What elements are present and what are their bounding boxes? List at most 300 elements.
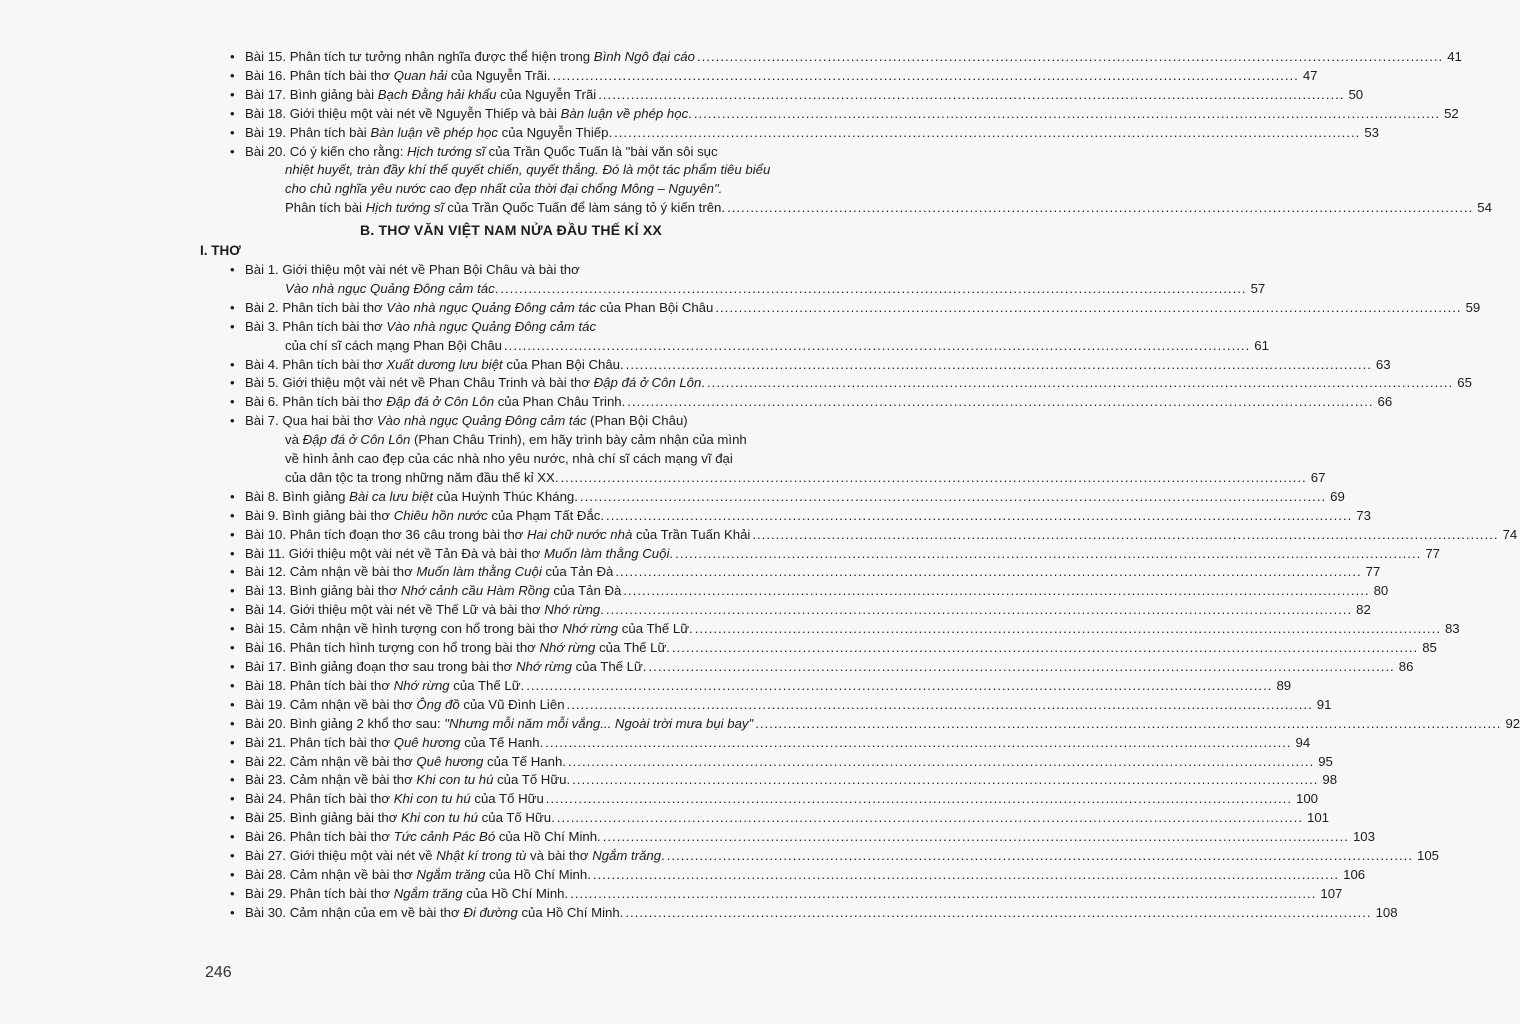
toc-entry-text: [245, 904, 623, 923]
page-ref: 69: [1330, 488, 1345, 504]
dot-leader: [570, 885, 1316, 904]
text-segment: của Tố Hữu.: [493, 772, 571, 788]
toc-entry-text: [245, 67, 551, 86]
text-segment: .: [688, 105, 692, 121]
toc-entry-line: [245, 412, 1325, 431]
lesson-number: Bài 15.: [245, 49, 290, 64]
toc-entry-body: [245, 753, 1333, 772]
toc-entry-text: [245, 582, 621, 601]
text-segment: .: [600, 602, 604, 618]
work-title: Hai chữ nước nhà: [526, 526, 633, 542]
toc-entry-text: [245, 124, 612, 143]
toc-entry-line: [245, 620, 1460, 639]
lesson-number: Bài 12.: [245, 564, 290, 580]
toc-entry-text: [245, 280, 498, 299]
toc-entry-text: [245, 677, 524, 696]
page-ref: 100: [1296, 791, 1319, 807]
bullet-icon: •: [230, 904, 235, 920]
dot-leader: [504, 337, 1250, 356]
text-segment: Phân tích bài thơ: [289, 677, 394, 693]
toc-entry-line: [245, 526, 1517, 545]
toc-entry: [200, 639, 1437, 658]
toc-entry-line: [245, 715, 1520, 734]
toc-entry-body: [245, 86, 1363, 105]
toc-entry: [200, 105, 1459, 124]
toc-entry-line: [245, 337, 1269, 356]
toc-entry-text: [245, 356, 624, 375]
dot-leader: [546, 790, 1292, 809]
toc-entry-line: [245, 658, 1413, 677]
dot-leader: [572, 771, 1318, 790]
bullet-icon: •: [230, 810, 235, 826]
work-title: Bàn luận về phép học: [370, 124, 498, 140]
toc-entry-line: [245, 828, 1375, 847]
text-segment: Bình giảng đoạn thơ sau trong bài thơ: [289, 659, 516, 674]
work-title: Đi đường: [463, 904, 518, 920]
text-segment: Cảm nhận về bài thơ: [289, 696, 417, 712]
toc-entry: [200, 393, 1393, 412]
toc-entry-text: [245, 828, 601, 847]
bullet-icon: •: [230, 734, 235, 750]
toc-entry-line: [245, 753, 1333, 772]
dot-leader: [580, 488, 1326, 507]
toc-entry-line: [245, 161, 1492, 180]
page-ref: 89: [1276, 677, 1292, 693]
work-title: Đập đá ở Côn Lôn: [593, 375, 702, 391]
text-segment: của Tản Đà: [541, 564, 614, 580]
page-ref: 94: [1295, 734, 1311, 750]
toc-entry-body: [245, 374, 1472, 393]
toc-entry: [200, 545, 1440, 564]
text-segment: Phân tích bài: [285, 200, 366, 216]
text-segment: Phân tích bài thơ: [289, 734, 394, 750]
page-ref: 73: [1356, 507, 1371, 523]
toc-entry-body: [245, 67, 1318, 86]
toc-entry-body: [245, 582, 1388, 601]
toc-entry: [200, 658, 1414, 677]
dot-leader: [697, 48, 1443, 67]
text-segment: của Tố Hữu: [470, 791, 544, 807]
toc-entry-text: [245, 715, 753, 734]
bullet-icon: •: [230, 507, 235, 523]
work-title: Tức cảnh Pác Bó: [393, 829, 496, 845]
toc-entry-text: [245, 412, 688, 431]
bullet-icon: •: [230, 866, 235, 882]
bullet-icon: •: [230, 261, 235, 277]
text-segment: của Nguyễn Thiếp.: [497, 124, 613, 140]
bullet-icon: •: [230, 318, 235, 334]
work-title: cho chủ nghĩa yêu nước cao đẹp nhất của thời đại chống Mông – Nguyên".: [285, 181, 723, 197]
lesson-number: Bài 13.: [245, 583, 290, 599]
bullet-icon: •: [230, 848, 235, 864]
toc-entry-line: [245, 431, 1325, 450]
lesson-number: Bài 16.: [245, 67, 290, 83]
toc-entry-line: [245, 105, 1459, 124]
toc-entry-line: [245, 393, 1392, 412]
text-segment: Giới thiệu một vài nét về Tản Đà và bài thơ: [288, 545, 545, 561]
toc-entry-line: [245, 280, 1265, 299]
text-segment: Bình giảng bài: [289, 86, 378, 102]
page-ref: 98: [1322, 772, 1338, 788]
text-segment: .: [701, 375, 705, 391]
bullet-icon: •: [230, 621, 235, 637]
lesson-number: Bài 27.: [245, 848, 290, 864]
toc-entry: [200, 356, 1391, 375]
text-segment: Phân tích bài thơ: [282, 356, 387, 372]
work-title: Khi con tu hú: [393, 791, 471, 807]
toc-entry: [200, 885, 1343, 904]
toc-entry-line: [245, 696, 1331, 715]
toc-entry-text: [245, 563, 613, 582]
toc-entry: [200, 828, 1375, 847]
toc-entry-text: [245, 545, 673, 564]
lesson-number: Bài 17.: [245, 659, 290, 674]
toc-entry-text: [245, 488, 578, 507]
toc-entry-body: [245, 677, 1291, 696]
lesson-number: Bài 6.: [245, 394, 283, 410]
page-ref: 57: [1250, 280, 1266, 296]
page-ref: 61: [1254, 337, 1269, 353]
lesson-number: Bài 17.: [245, 86, 290, 102]
lesson-number: Bài 10.: [245, 526, 290, 542]
text-segment: Giới thiệu một vài nét về Thế Lữ và bài thơ: [289, 602, 545, 618]
bullet-icon: •: [230, 124, 235, 140]
page-ref: 77: [1425, 545, 1440, 561]
dot-leader: [695, 620, 1441, 639]
text-segment: của Vũ Đình Liên: [459, 696, 565, 712]
text-segment: Cảm nhận về hình tượng con hổ trong bài thơ: [289, 621, 563, 637]
work-title: Vào nhà ngục Quảng Đông cảm tác: [285, 280, 495, 296]
dot-leader: [672, 639, 1418, 658]
toc-entry-text: [245, 639, 670, 658]
dot-leader: [615, 563, 1361, 582]
text-segment: về hình ảnh cao đẹp của các nhà nho yêu nước, nhà chí sĩ cách mạng vĩ đại: [285, 451, 733, 467]
dot-leader: [623, 582, 1369, 601]
text-segment: của chí sĩ cách mạng Phan Bội Châu: [285, 337, 502, 353]
bullet-icon: •: [230, 829, 235, 845]
text-segment: của Tản Đà: [549, 583, 622, 599]
lesson-number: Bài 30.: [245, 904, 290, 920]
bullet-icon: •: [230, 885, 235, 901]
text-segment: Phân tích bài thơ: [289, 791, 394, 807]
bullet-icon: •: [230, 602, 235, 618]
toc-entry-line: [245, 143, 1492, 162]
toc-entry-line: [245, 86, 1363, 105]
work-title: Ngắm trăng: [393, 885, 463, 901]
toc-entry: [200, 601, 1371, 620]
page-ref: 74: [1502, 526, 1518, 542]
work-title: Nhớ cảnh cầu Hàm Rồng: [401, 583, 550, 599]
page-ref: 53: [1364, 124, 1380, 140]
toc-entry-line: [245, 124, 1379, 143]
toc-entry-text: [245, 161, 770, 180]
toc-entry-text: [245, 526, 750, 545]
page-ref: 83: [1444, 621, 1460, 637]
work-title: Bàn luận về phép học: [560, 105, 689, 121]
toc-entry-body: [245, 507, 1371, 526]
text-segment: Giới thiệu một vài nét về Phan Bội Châu và bài thơ: [282, 261, 580, 277]
dot-leader: [567, 696, 1313, 715]
dot-leader: [626, 356, 1372, 375]
text-segment: Bình giảng: [282, 488, 350, 504]
dot-leader: [752, 526, 1498, 545]
dot-leader: [553, 67, 1299, 86]
bullet-icon: •: [230, 67, 235, 83]
page-ref: 47: [1302, 67, 1318, 83]
lesson-number: Bài 3.: [245, 318, 283, 334]
lesson-number: Bài 7.: [245, 413, 283, 429]
text-segment: Phân tích đoạn thơ 36 câu trong bài thơ: [289, 526, 527, 542]
toc-entry-body: [245, 809, 1329, 828]
work-title: Khi con tu hú: [401, 810, 479, 826]
toc-entry: [200, 696, 1332, 715]
dot-leader: [614, 124, 1360, 143]
page-ref: 80: [1373, 583, 1389, 599]
toc-entry-line: [245, 374, 1472, 393]
work-title: Bình Ngô đại cáo: [593, 49, 695, 64]
dot-leader: [727, 199, 1473, 218]
page-ref: 67: [1310, 469, 1326, 485]
text-segment: Cảm nhận về bài thơ: [289, 753, 417, 769]
text-segment: Phân tích bài thơ: [289, 829, 394, 845]
toc-entry: [200, 86, 1364, 105]
text-segment: .: [669, 545, 674, 561]
bullet-icon: •: [230, 375, 235, 391]
toc-entry-line: [245, 545, 1440, 564]
dot-leader: [675, 545, 1421, 564]
toc-entry: [200, 299, 1481, 318]
dot-leader: [625, 904, 1371, 923]
work-title: Chiêu hồn nước: [393, 507, 488, 523]
toc-entry: [200, 620, 1460, 639]
lesson-number: Bài 8.: [245, 488, 283, 504]
work-title: Vào nhà ngục Quảng Đông cảm tác: [386, 299, 597, 315]
toc-entry-text: [245, 48, 695, 67]
toc-list-section-b: [200, 261, 1520, 923]
page-ref: 95: [1318, 753, 1333, 769]
page-ref: 65: [1457, 375, 1472, 391]
text-segment: của Hồ Chí Minh.: [485, 866, 591, 882]
page-ref: 86: [1398, 659, 1414, 674]
work-title: Vào nhà ngục Quảng Đông cảm tác: [376, 413, 587, 429]
lesson-number: Bài 23.: [245, 772, 290, 788]
toc-entry-body: [245, 48, 1462, 67]
toc-entry-line: [245, 639, 1437, 658]
lesson-number: Bài 28.: [245, 866, 290, 882]
text-segment: Bình giảng bài thơ: [282, 507, 394, 523]
table-of-contents: [200, 48, 1520, 923]
toc-entry-line: [245, 866, 1365, 885]
lesson-number: Bài 11.: [245, 545, 289, 561]
toc-entry-line: [245, 601, 1371, 620]
work-title: Hịch tướng sĩ: [407, 143, 485, 159]
toc-entry-line: [245, 299, 1480, 318]
toc-entry-line: [245, 318, 1269, 337]
dot-leader: [598, 86, 1344, 105]
toc-entry-body: [245, 790, 1318, 809]
bullet-icon: •: [230, 299, 235, 315]
lesson-number: Bài 24.: [245, 791, 290, 807]
toc-entry-body: [245, 866, 1365, 885]
text-segment: của Hồ Chí Minh.: [495, 829, 601, 845]
text-segment: và: [285, 432, 303, 448]
lesson-number: Bài 19.: [245, 696, 290, 712]
toc-entry-body: [245, 715, 1520, 734]
toc-entry-body: [245, 545, 1440, 564]
toc-entry-text: [245, 885, 568, 904]
toc-entry-body: [245, 639, 1437, 658]
work-title: Quê hương: [416, 753, 484, 769]
text-segment: .: [494, 280, 499, 296]
toc-entry: [200, 261, 1266, 299]
toc-entry-line: [245, 790, 1318, 809]
dot-leader: [593, 866, 1339, 885]
bullet-icon: •: [230, 488, 235, 504]
text-segment: Cảm nhận của em về bài thơ: [289, 904, 464, 920]
dot-leader: [557, 809, 1303, 828]
toc-entry-line: [245, 904, 1398, 923]
bullet-icon: •: [230, 143, 235, 159]
bullet-icon: •: [230, 677, 235, 693]
toc-entry: [200, 526, 1518, 545]
lesson-number: Bài 20.: [245, 715, 290, 731]
page-ref: 54: [1477, 200, 1492, 216]
work-title: Nhớ rừng: [393, 677, 450, 693]
toc-entry-text: [245, 771, 570, 790]
toc-entry: [200, 790, 1319, 809]
toc-entry-line: [245, 809, 1329, 828]
page-ref: 103: [1352, 829, 1375, 845]
toc-entry: [200, 753, 1333, 772]
work-title: "Nhưng mỗi năm mỗi vắng... Ngoài trời mưa bụi bay": [444, 715, 754, 731]
text-segment: và bài thơ: [526, 848, 593, 864]
toc-entry-body: [245, 526, 1517, 545]
toc-entry-body: [245, 412, 1325, 488]
dot-leader: [561, 469, 1307, 488]
text-segment: Bình giảng bài thơ: [289, 583, 402, 599]
dot-leader: [606, 507, 1352, 526]
text-segment: Cảm nhận về bài thơ: [289, 866, 417, 882]
page-ref: 92: [1505, 715, 1520, 731]
dot-leader: [667, 847, 1413, 866]
lesson-number: Bài 25.: [245, 810, 290, 826]
toc-entry-line: [245, 507, 1371, 526]
text-segment: của Hồ Chí Minh.: [462, 885, 569, 901]
toc-entry-text: [245, 374, 705, 393]
page-ref: 105: [1417, 848, 1440, 864]
toc-entry-body: [245, 620, 1460, 639]
toc-entry-body: [245, 601, 1371, 620]
text-segment: Phân tích bài: [289, 124, 371, 140]
page-ref: 85: [1422, 640, 1437, 656]
work-title: Quan hải: [393, 67, 448, 83]
work-title: Nhật kí trong tù: [436, 848, 527, 864]
text-segment: của Nguyễn Trãi: [496, 86, 597, 102]
text-segment: (Phan Bội Châu): [586, 413, 688, 429]
page-ref: 59: [1465, 299, 1481, 315]
bullet-icon: •: [230, 583, 235, 599]
lesson-number: Bài 29.: [245, 885, 290, 901]
toc-entry-body: [245, 261, 1265, 299]
toc-entry-body: [245, 318, 1269, 356]
toc-entry: [200, 124, 1380, 143]
bullet-icon: •: [230, 772, 235, 788]
dot-leader: [500, 280, 1246, 299]
text-segment: của Phan Bội Châu: [596, 299, 714, 315]
work-title: nhiệt huyết, tràn đầy khí thế quyết chiến, quyết thắng. Đó là một tác phẩm tiêu biểu: [285, 162, 771, 178]
toc-entry-body: [245, 563, 1380, 582]
toc-entry-line: [245, 582, 1388, 601]
toc-entry: [200, 677, 1292, 696]
toc-entry-line: [245, 488, 1345, 507]
text-segment: Cảm nhận về bài thơ: [289, 564, 417, 580]
page-number: 246: [205, 964, 232, 981]
text-segment: Bình giảng bài thơ: [289, 810, 402, 826]
work-title: Nhớ rừng: [562, 621, 619, 637]
text-segment: của Nguyễn Trãi.: [447, 67, 551, 83]
toc-entry: [200, 734, 1311, 753]
work-title: Bài ca lưu biệt: [349, 488, 433, 504]
lesson-number: Bài 2.: [245, 299, 283, 315]
toc-entry-body: [245, 393, 1392, 412]
dot-leader: [568, 753, 1314, 772]
toc-entry-line: [245, 450, 1325, 469]
toc-entry-text: [245, 318, 596, 337]
bullet-icon: •: [230, 545, 235, 561]
lesson-number: Bài 16.: [245, 640, 290, 656]
toc-entry-line: [245, 356, 1391, 375]
text-segment: Phân tích bài thơ: [289, 67, 394, 83]
bullet-icon: •: [230, 640, 235, 656]
bullet-icon: •: [230, 791, 235, 807]
text-segment: của Thế Lữ.: [595, 640, 670, 656]
toc-entry-line: [245, 180, 1492, 199]
bullet-icon: •: [230, 659, 235, 674]
work-title: Muốn làm thằng Cuội: [544, 545, 670, 561]
page-ref: 66: [1377, 394, 1393, 410]
text-segment: Qua hai bài thơ: [282, 413, 377, 429]
text-segment: của Trần Quốc Tuấn để làm sáng tỏ ý kiến trên.: [443, 200, 726, 216]
page-ref: 41: [1447, 49, 1462, 64]
text-segment: Giới thiệu một vài nét về Nguyễn Thiếp và bài: [289, 105, 561, 121]
work-title: Vào nhà ngục Quảng Đông cảm tác: [386, 318, 597, 334]
lesson-number: Bài 15.: [245, 621, 290, 637]
toc-entry-text: [245, 507, 604, 526]
text-segment: của Hồ Chí Minh.: [517, 904, 624, 920]
toc-entry-text: [245, 753, 566, 772]
toc-entry-body: [245, 658, 1413, 677]
text-segment: của dân tộc ta trong những năm đầu thế kỉ XX.: [285, 469, 559, 485]
page-ref: 108: [1375, 904, 1398, 920]
lesson-number: Bài 4.: [245, 356, 283, 372]
toc-entry: [200, 582, 1389, 601]
toc-entry-line: [245, 563, 1380, 582]
work-title: Đập đá ở Côn Lôn: [302, 432, 411, 448]
text-segment: .: [661, 848, 665, 864]
toc-entry-body: [245, 488, 1345, 507]
toc-entry-body: [245, 847, 1439, 866]
text-segment: của Phan Bội Châu.: [502, 356, 624, 372]
toc-entry: [200, 67, 1318, 86]
toc-entry: [200, 904, 1398, 923]
lesson-number: Bài 9.: [245, 507, 283, 523]
toc-entry-text: [245, 337, 502, 356]
toc-entry-text: [245, 180, 722, 199]
page-ref: 52: [1444, 105, 1459, 121]
work-title: Bạch Đằng hải khẩu: [377, 86, 497, 102]
bullet-icon: •: [230, 696, 235, 712]
toc-entry: [200, 847, 1440, 866]
